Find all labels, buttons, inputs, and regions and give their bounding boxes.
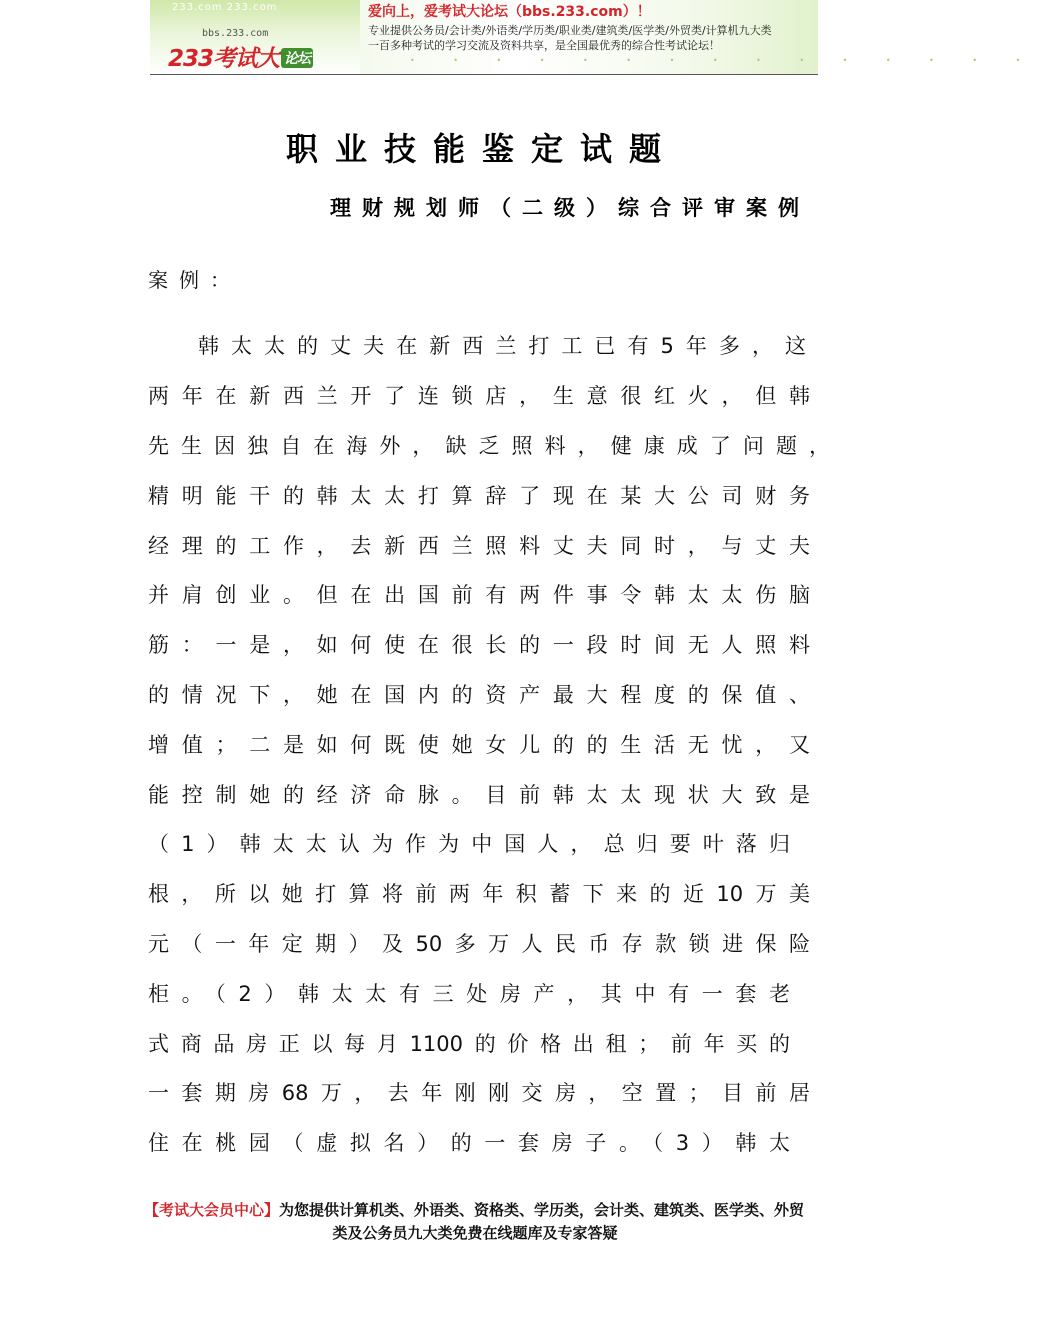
body-line: 住在桃园（虚拟名）的一套房子。（3）韩太 bbox=[148, 1131, 790, 1155]
banner-tagline-2: 一百多种考试的学习交流及资料共享，是全国最优秀的综合性考试论坛！ bbox=[368, 39, 720, 52]
footer-line-2: 类及公务员九大类免费在线题库及专家答疑 bbox=[332, 1224, 618, 1242]
site-logo[interactable] bbox=[168, 40, 313, 73]
page-subtitle: 理财规划师（二级）综合评审案例 bbox=[330, 196, 810, 220]
body-line: 并肩创业。但在出国前有两件事令韩太太伤脑 bbox=[148, 583, 810, 607]
body-line: 先生因独自在海外，缺乏照料，健康成了问题， bbox=[148, 434, 830, 458]
logo-text: 233考试大 bbox=[168, 46, 280, 72]
body-line: 一套期房68万，去年刚刚交房，空置；目前居 bbox=[148, 1081, 810, 1105]
footer-line-1 bbox=[144, 1199, 804, 1220]
footer-text-1: 为您提供计算机类、外语类、资格类、学历类，会计类、建筑类、医学类、外贸 bbox=[279, 1201, 805, 1219]
banner-slogan: 爱向上，爱考试大论坛（bbs.233.com）！ bbox=[368, 4, 651, 20]
body-line: 筋：一是，如何使在很长的一段时间无人照料 bbox=[148, 633, 810, 657]
body-line: 韩太太的丈夫在新西兰打工已有5年多，这 bbox=[198, 334, 806, 358]
member-center-link[interactable]: 【考试大会员中心】 bbox=[144, 1201, 280, 1219]
logo-url[interactable]: bbs.233.com bbox=[202, 28, 269, 39]
banner-tagline-1: 专业提供公务员/会计类/外语类/学历类/职业类/建筑类/医学类/外贸类/计算机九大类 bbox=[368, 24, 772, 37]
body-line: 根，所以她打算将前两年积蓄下来的近10万美 bbox=[148, 882, 810, 906]
watermark-text: 233.com 233.com bbox=[172, 2, 278, 13]
header-divider bbox=[150, 74, 818, 75]
logo-area bbox=[150, 0, 360, 74]
body-line: 精明能干的韩太太打算辞了现在某大公司财务 bbox=[148, 484, 810, 508]
body-line: 的情况下，她在国内的资产最大程度的保值、 bbox=[148, 683, 810, 707]
body-line: 式商品房正以每月1100的价格出租；前年买的 bbox=[148, 1032, 790, 1056]
page-title: 职业技能鉴定试题 bbox=[285, 130, 678, 168]
body-line: 增值；二是如何既使她女儿的的生活无忧，又 bbox=[148, 733, 810, 757]
decorative-dots: • • • • • • • • • • • • • • • bbox=[410, 56, 1038, 65]
body-line: 能控制她的经济命脉。目前韩太太现状大致是 bbox=[148, 783, 810, 807]
body-line: 柜。（2）韩太太有三处房产，其中有一套老 bbox=[148, 982, 790, 1006]
case-label: 案例： bbox=[148, 268, 241, 292]
header-banner bbox=[150, 0, 1038, 74]
body-line: 元（一年定期）及50多万人民币存款锁进保险 bbox=[148, 932, 810, 956]
body-line: 两年在新西兰开了连锁店，生意很红火，但韩 bbox=[148, 384, 810, 408]
body-line: 经理的工作，去新西兰照料丈夫同时，与丈夫 bbox=[148, 534, 810, 558]
body-line: （1）韩太太认为作为中国人，总归要叶落归 bbox=[148, 832, 790, 856]
logo-badge: 论坛 bbox=[281, 48, 313, 68]
